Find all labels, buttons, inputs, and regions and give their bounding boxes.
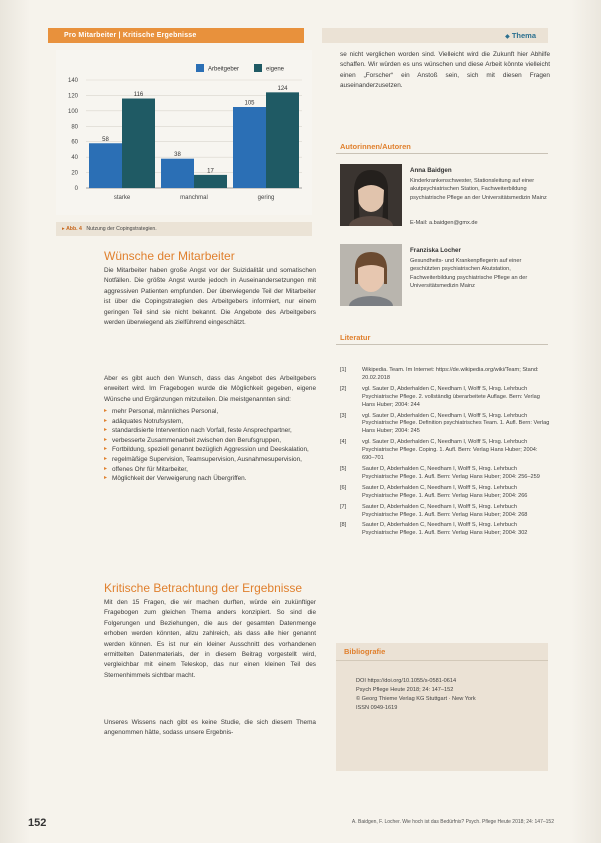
legend-label: eigene <box>266 66 285 73</box>
y-tick-label: 0 <box>74 186 78 192</box>
paragraph-wuensche-1: Die Mitarbeiter haben große Angst vor der Suizidalität und somatischen Notfällen. Die größte Angst wurde jedoch in Auseinandersetzungen mit aggressiven Patienten empfunden. Der überwiegende Teil der Mitarbeiter ist über die Copingstrategien des Arbeitgebers informiert, nur einem geringen Teil sind sie nicht bekannt. Die Angebote des Arbeitgebers werden überwiegend als zielführend eingeschätzt. <box>104 267 316 327</box>
list-item: ▸ Fortbildung, speziell genannt bezüglich Aggression und Deeskalation, <box>104 445 316 455</box>
figure-caption <box>56 222 312 236</box>
reference-number: [1] <box>340 367 347 373</box>
reference-text: Sauter D, Abderhalden C, Needham I, Wolff S, Hrsg. Lehrbuch Psychiatrische Pflege. 1. Aufl. Bern: Verlag Hans Huber; 2004: 302 <box>362 522 528 537</box>
legend-label: Arbeitgeber <box>208 66 240 73</box>
paragraph-wuensche-2: Aber es gibt auch den Wunsch, dass das Angebot des Arbeitgebers erweitert wird. Im Fragebogen wurde die Möglichkeit gegeben, eigene Wünsche und Ergänzungen mitzuteilen. Die meistgenannten sind: <box>104 375 316 403</box>
author-photo-anna <box>340 164 402 226</box>
bar-arbeitgeber-1 <box>161 159 194 188</box>
reference-number: [7] <box>340 503 347 510</box>
author-name-franziska: Franziska Locher <box>410 247 461 254</box>
list-item <box>340 504 550 520</box>
reference-number: [3] <box>340 412 347 419</box>
reference-text: vgl. Sauter D, Abderhalden C, Needham I, Wolff S, Hrsg. Lehrbuch Psychiatrische Pflege. Coping. 1. Aufl. Bern: Verlag Hans Huber; 2004: 690–701 <box>362 439 538 462</box>
thema-icon: ◆ <box>505 34 510 40</box>
bibliography-heading: Bibliografie <box>344 647 386 656</box>
bibliography-box <box>336 643 548 771</box>
list-item: ▸ offenes Ohr für Mitarbeiter, <box>104 465 316 475</box>
reference-number: [2] <box>340 385 347 392</box>
references-heading: Literatur <box>340 333 371 342</box>
y-tick-label: 60 <box>71 139 78 146</box>
reference-number: [5] <box>340 465 347 472</box>
reference-text: vgl. Sauter D, Abderhalden C, Needham I, Wolff S, Hrsg. Lehrbuch Psychiatrische Pflege. Definition psychiatrisches Team. 1. Aufl. Bern: Verlag Hans Huber; 2004: 245 <box>362 412 550 435</box>
bar-chart-svg <box>56 50 312 215</box>
bar-data-label: 38 <box>174 152 181 159</box>
legend-swatch <box>196 64 204 72</box>
author-bio-anna: Kinderkrankenschwester, Stationsleitung auf einer akutpsychiatrischen Station, Fachweiterbildung psychiatrische Pflege an der Universitätsmedizin Mainz <box>410 178 547 201</box>
header-right-bar <box>322 28 548 43</box>
section-header-text: Pro Mitarbeiter | Kritische Ergebnisse <box>64 32 197 39</box>
list-item: ▸ Möglichkeit der Verweigerung nach Übergriffen. <box>104 474 316 484</box>
reference-text: vgl. Sauter D, Abderhalden C, Needham I, Wolff S, Hrsg. Lehrbuch Psychiatrische Pflege. 2. vollständig überarbeitete Auflage. Bern: Verlag Hans Huber; 2004: 244 <box>362 385 540 408</box>
paragraph-kritische-1: Mit den 15 Fragen, die wir machen durften, würde ein zukünftiger Fragebogen zum gleichen Thema anders konzipiert. So sind die Folgerungen und Beziehungen, die aus der gesamten Datenmenge erhoben werden könnten, allzu zahlreich, als dass alle hier genannt werden können. Es ist nur ein kleiner Ausschnitt des vorhandenen ermittelten Datenmaterials, der in diesem Beitrag vorgestellt wird, vergleichbar mit einem Teleskop, das nur einen kleinen Teil des Sternenhimmels sichtbar macht. <box>104 599 316 679</box>
portrait-icon <box>340 164 402 226</box>
list-item <box>340 466 550 482</box>
author-photo-franziska <box>340 244 402 306</box>
divider <box>336 153 548 154</box>
author-bio-franziska: Gesundheits- und Krankenpflegerin auf einer geschützten psychiatrischen Akutstation, Fachweiterbildung psychiatrische Pflege an der Universitätsmedizin Mainz <box>410 258 528 289</box>
paragraph-right-intro: se nicht verglichen worden sind. Vielleicht wird die Zukunft hier Abhilfe schaffen. Wir würden es uns wünschen und diese Arbeit könnte vielleicht einen „Forscher“ ein Anstoß sein, sich mit diesen Fragen auseinanderzusetzen. <box>340 51 550 90</box>
reference-text: Sauter D, Abderhalden C, Needham I, Wolff S, Hrsg. Lehrbuch Psychiatrische Pflege. 1. Aufl. Bern: Verlag Hans Huber; 2004: 268 <box>362 503 528 518</box>
bar-data-label: 105 <box>244 100 255 107</box>
bar-eigene-1 <box>194 175 227 188</box>
author-email-anna: E-Mail: a.baidgen@gmx.de <box>410 220 478 226</box>
list-item: ▸ standardisierte Intervention nach Vorfall, feste Ansprechpartner, <box>104 426 316 436</box>
caption-marker-icon: ▸ <box>62 226 65 232</box>
footer-citation: A. Baidgen, F. Locher. Wie hoch ist das Bedürfnis? Psych. Pflege Heute 2018; 24: 147–152 <box>351 819 554 825</box>
section-heading-wuensche: Wünsche der Mitarbeiter <box>104 249 235 263</box>
bar-eigene-0 <box>122 99 155 188</box>
thema-label <box>505 28 536 43</box>
author-name-anna: Anna Baidgen <box>410 167 452 174</box>
list-item <box>340 439 550 463</box>
list-item: ▸ mehr Personal, männliches Personal, <box>104 407 316 417</box>
bar-chart <box>56 50 312 215</box>
x-tick-label: starke <box>113 195 131 201</box>
figure-caption-label: Abb. 4 <box>66 226 82 232</box>
y-tick-label: 20 <box>71 170 78 177</box>
list-item: ▸ verbesserte Zusammenarbeit zwischen den Berufsgruppen, <box>104 436 316 446</box>
reference-text: Wikipedia. Team. Im Internet: https://de.wikipedia.org/wiki/Team; Stand: 20.02.2018 <box>362 367 539 381</box>
bibliography-issn: ISSN 0949-1619 <box>356 705 398 711</box>
list-item: ▸ regelmäßige Supervision, Teamsupervision, Ausnahmesupervision, <box>104 455 316 465</box>
bar-arbeitgeber-2 <box>233 107 266 188</box>
list-item <box>340 367 550 383</box>
section-header-bar <box>48 28 304 43</box>
divider <box>336 660 548 661</box>
bibliography-publisher: © Georg Thieme Verlag KG Stuttgart · New York <box>356 696 476 702</box>
bibliography-journal: Psych Pflege Heute 2018; 24: 147–152 <box>356 687 454 693</box>
list-item <box>340 485 550 501</box>
wish-list <box>104 407 316 484</box>
reference-text: Sauter D, Abderhalden C, Needham I, Wolff S, Hrsg. Lehrbuch Psychiatrische Pflege. 1. Aufl. Bern: Verlag Hans Huber; 2004: 266 <box>362 484 528 499</box>
x-tick-label: manchmal <box>180 195 208 201</box>
bar-arbeitgeber-0 <box>89 143 122 188</box>
bar-data-label: 124 <box>277 85 288 92</box>
bar-data-label: 17 <box>207 168 214 175</box>
bar-eigene-2 <box>266 92 299 188</box>
bibliography-doi: DOI https://doi.org/10.1055/s-0581-0614 <box>356 678 457 684</box>
y-tick-label: 100 <box>67 108 78 115</box>
y-tick-label: 140 <box>67 78 78 84</box>
reference-number: [4] <box>340 439 347 446</box>
reference-number: [6] <box>340 484 347 491</box>
divider <box>336 344 548 345</box>
thema-text: Thema <box>511 31 536 40</box>
legend-swatch <box>254 64 262 72</box>
portrait-icon <box>340 244 402 306</box>
authors-heading: Autorinnen/Autoren <box>340 142 411 151</box>
bar-data-label: 58 <box>102 136 109 143</box>
y-tick-label: 80 <box>71 124 78 131</box>
x-tick-label: gering <box>257 195 275 201</box>
reference-text: Sauter D, Abderhalden C, Needham I, Wolff S, Hrsg. Lehrbuch Psychiatrische Pflege. 1. Aufl. Bern: Verlag Hans Huber; 2004: 256–259 <box>362 465 540 480</box>
figure-caption-text: Nutzung der Copingstrategien. <box>86 226 157 232</box>
y-tick-label: 40 <box>71 155 78 162</box>
reference-number: [8] <box>340 522 347 529</box>
list-item: ▸ adäquates Notrufsystem, <box>104 417 316 427</box>
bar-data-label: 116 <box>133 92 144 99</box>
paragraph-kritische-2: Unseres Wissens nach gibt es keine Studie, die sich diesem Thema angenommen hätte, sodass unsere Ergebnis- <box>104 719 316 737</box>
y-tick-label: 120 <box>67 93 78 100</box>
page-number: 152 <box>28 817 47 829</box>
reference-list <box>340 367 550 541</box>
list-item <box>340 386 550 410</box>
list-item <box>340 522 550 538</box>
list-item <box>340 413 550 437</box>
section-heading-kritische: Kritische Betrachtung der Ergebnisse <box>104 581 303 595</box>
